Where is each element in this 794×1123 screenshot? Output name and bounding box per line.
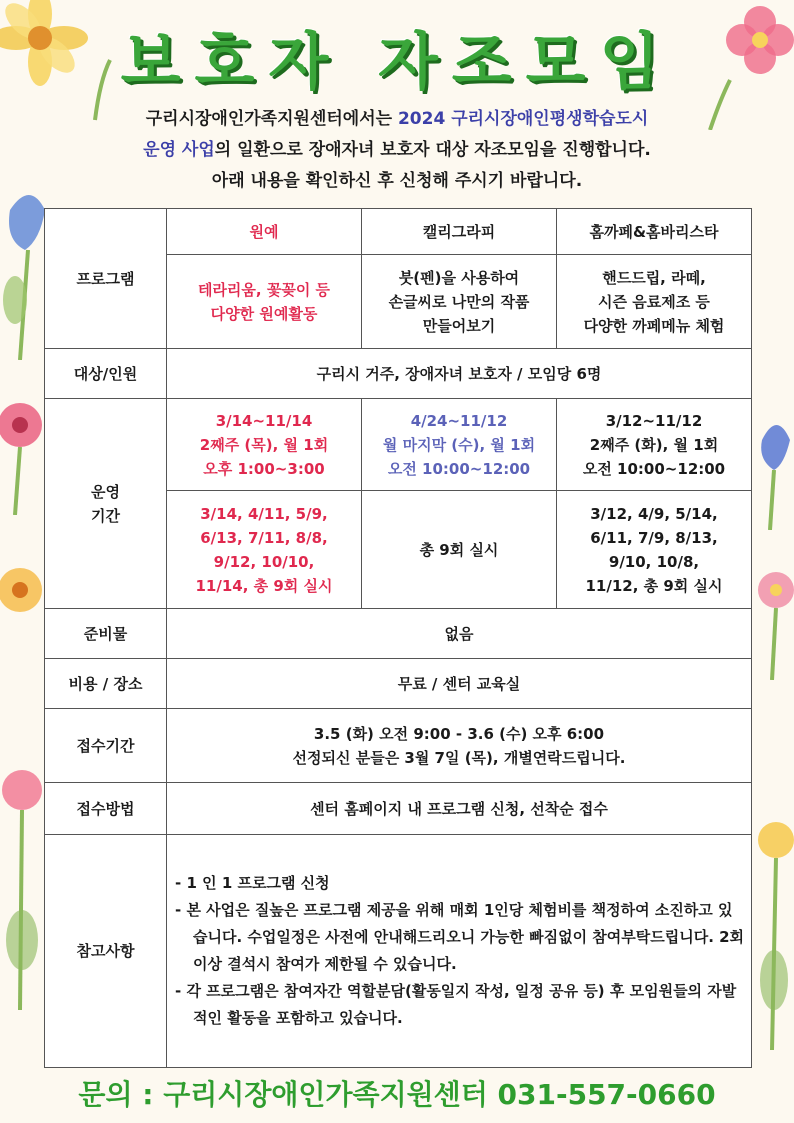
schedule-line: 월 마지막 (수), 월 1회	[382, 435, 536, 454]
desc-line: 손글씨로 나만의 작품	[388, 292, 530, 311]
program-desc-homecafe	[557, 255, 752, 349]
flower-decoration-right-bottom-icon	[752, 800, 794, 1050]
program-desc-gardening	[167, 255, 362, 349]
target-value: 구리시 거주, 장애자녀 보호자 / 모임당 6명	[167, 349, 752, 399]
date-line: 11/14, 총 9회 실시	[195, 576, 333, 595]
desc-line: 만들어보기	[422, 316, 496, 335]
desc-line: 핸드드립, 라떼,	[602, 268, 706, 287]
desc-line: 붓(펜)을 사용하여	[398, 268, 520, 287]
schedule-calligraphy	[362, 399, 557, 491]
dates-homecafe	[557, 491, 752, 609]
intro-highlight-2: 운영 사업	[143, 140, 215, 160]
flower-decoration-left-pink-icon	[0, 395, 50, 515]
intro-line-1-text: 구리시장애인가족지원센터에서는	[145, 109, 398, 129]
apply-period-line: 3.5 (화) 오전 9:00 - 3.6 (수) 오후 6:00	[313, 724, 605, 743]
date-line: 6/13, 7/11, 8/8,	[200, 528, 328, 547]
flower-decoration-left-bottom-icon	[0, 760, 50, 1010]
intro-text	[40, 104, 754, 197]
notes-value	[167, 835, 752, 1068]
flower-decoration-right-pink-icon	[752, 560, 794, 680]
intro-highlight-1: 2024 구리시장애인평생학습도시	[397, 109, 649, 129]
intro-line-3: 아래 내용을 확인하신 후 신청해 주시기 바랍니다.	[211, 171, 583, 191]
period-label-line: 기간	[91, 506, 120, 525]
schedule-line: 오후 1:00~3:00	[203, 459, 325, 478]
schedule-line: 오전 10:00~12:00	[387, 459, 531, 478]
flower-decoration-right-blue-icon	[752, 410, 794, 530]
info-table	[44, 208, 752, 1068]
target-label: 대상/인원	[45, 349, 167, 399]
page-title: 보호자 자조모임	[120, 25, 674, 98]
date-line: 9/12, 10/10,	[213, 552, 315, 571]
schedule-homecafe	[557, 399, 752, 491]
date-line: 3/14, 4/11, 5/9,	[200, 504, 328, 523]
program-name-homecafe: 홈까페&홈바리스타	[557, 209, 752, 255]
program-name-gardening: 원예	[167, 209, 362, 255]
schedule-line: 4/24~11/12	[410, 411, 508, 430]
period-label	[45, 399, 167, 609]
program-label: 프로그램	[45, 209, 167, 349]
desc-line: 다양한 까페메뉴 체험	[583, 316, 725, 335]
note-item: - 본 사업은 질높은 프로그램 제공을 위해 매회 1인당 체험비를 책정하여 소진하고 있습니다. 수업일정은 사전에 안내해드리오니 가능한 빠짐없이 참여부탁드립니다. 2회 이상 결석시 참여가 제한될 수 있습니다.	[175, 901, 745, 973]
date-line: 11/12, 총 9회 실시	[585, 576, 723, 595]
dates-calligraphy: 총 9회 실시	[362, 491, 557, 609]
intro-line-2-text: 의 일환으로 장애자녀 보호자 대상 자조모임을 진행합니다.	[214, 140, 651, 160]
program-desc-calligraphy	[362, 255, 557, 349]
apply-period-line: 선정되신 분들은 3월 7일 (목), 개별연락드립니다.	[292, 748, 626, 767]
notes-label: 참고사항	[45, 835, 167, 1068]
dates-gardening	[167, 491, 362, 609]
schedule-gardening	[167, 399, 362, 491]
contact-footer: 문의 : 구리시장애인가족지원센터 031-557-0660	[78, 1078, 716, 1111]
desc-line: 시즌 음료제조 등	[598, 292, 710, 311]
desc-line: 다양한 원예활동	[210, 304, 318, 323]
cost-value: 무료 / 센터 교육실	[167, 659, 752, 709]
flower-decoration-left-yellow-icon	[0, 560, 50, 650]
schedule-line: 3/14~11/14	[215, 411, 313, 430]
date-line: 3/12, 4/9, 5/14,	[590, 504, 718, 523]
prep-value: 없음	[167, 609, 752, 659]
desc-line: 테라리움, 꽃꽂이 등	[197, 280, 331, 299]
note-item: - 1 인 1 프로그램 신청	[175, 874, 330, 892]
date-line: 9/10, 10/8,	[608, 552, 700, 571]
prep-label: 준비물	[45, 609, 167, 659]
program-name-calligraphy: 캘리그라피	[362, 209, 557, 255]
period-label-line: 운영	[91, 482, 120, 501]
date-line: 6/11, 7/9, 8/13,	[590, 528, 718, 547]
schedule-line: 3/12~11/12	[605, 411, 703, 430]
apply-method-label: 접수방법	[45, 783, 167, 835]
apply-period-label: 접수기간	[45, 709, 167, 783]
note-item: - 각 프로그램은 참여자간 역할분담(활동일지 작성, 일정 공유 등) 후 모임원들의 자발적인 활동을 포함하고 있습니다.	[175, 982, 737, 1027]
cost-label: 비용 / 장소	[45, 659, 167, 709]
intro-line-1	[40, 104, 754, 135]
intro-line-2	[40, 135, 754, 166]
schedule-line: 오전 10:00~12:00	[582, 459, 726, 478]
schedule-line: 2째주 (화), 월 1회	[589, 435, 719, 454]
schedule-line: 2째주 (목), 월 1회	[199, 435, 329, 454]
apply-method-value: 센터 홈페이지 내 프로그램 신청, 선착순 접수	[167, 783, 752, 835]
apply-period-value	[167, 709, 752, 783]
